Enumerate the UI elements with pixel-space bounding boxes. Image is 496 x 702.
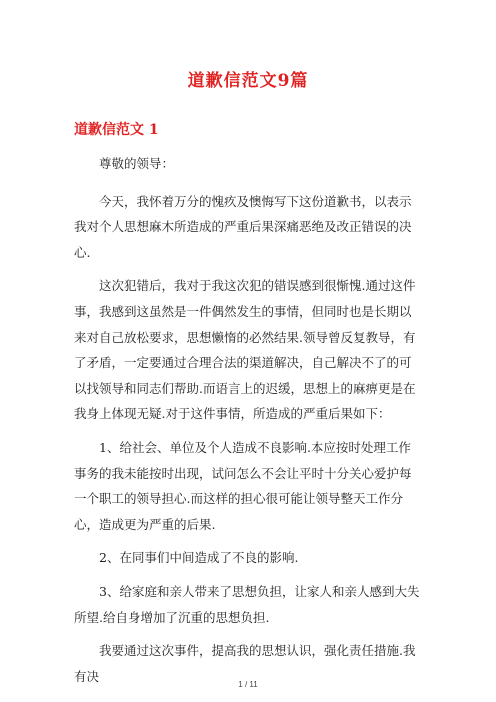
- paragraph-consequence-1: 1、给社会、单位及个人造成不良影响.本应按时处理工作事务的我未能按时出现，试问怎么不会让平时十分关心爱护每一个职工的领导担心.而这样的担心很可能让领导整天工作分心，造成更为严重的后果.: [74, 439, 412, 532]
- salutation: 尊敬的领导：: [99, 156, 175, 171]
- section-heading: 道歉信范文 1: [74, 122, 159, 138]
- document-title: 道歉信范文9篇: [187, 71, 309, 91]
- paragraph-consequence-2: 2、在同事们中间造成了不良的影响.: [99, 550, 299, 566]
- paragraph-reflection: 这次犯错后，我对于我这次犯的错误感到很惭愧.通过这件事，我感到这虽然是一件偶然发生的事情，但同时也是长期以来对自己放松要求，思想懒惰的必然结果.领导曾反复教导，有了矛盾，一定要通过合理合法的渠道解决，自己解决不了的可以找领导和同志们帮助.而语言上的迟缓，思想上的麻痹更是在我身上体现无疑.对于这件事情，所造成的严重后果如下：: [74, 278, 416, 422]
- paragraph-intro: 今天，我怀着万分的愧疚及懊悔写下这份道歉书，以表示我对个人思想麻木所造成的严重后果深痛恶绝及改正错误的决心.: [74, 193, 412, 260]
- letter-body: [74, 151, 422, 697]
- paragraph-consequence-3: 3、给家庭和亲人带来了思想负担，让家人和亲人感到大失所望.给自身增加了沉重的思想负担.: [74, 583, 420, 625]
- paragraph-resolution: 我要通过这次事件，提高我的思想认识，强化责任措施.我有决: [74, 643, 416, 684]
- page-number: 1 / 11: [238, 680, 258, 689]
